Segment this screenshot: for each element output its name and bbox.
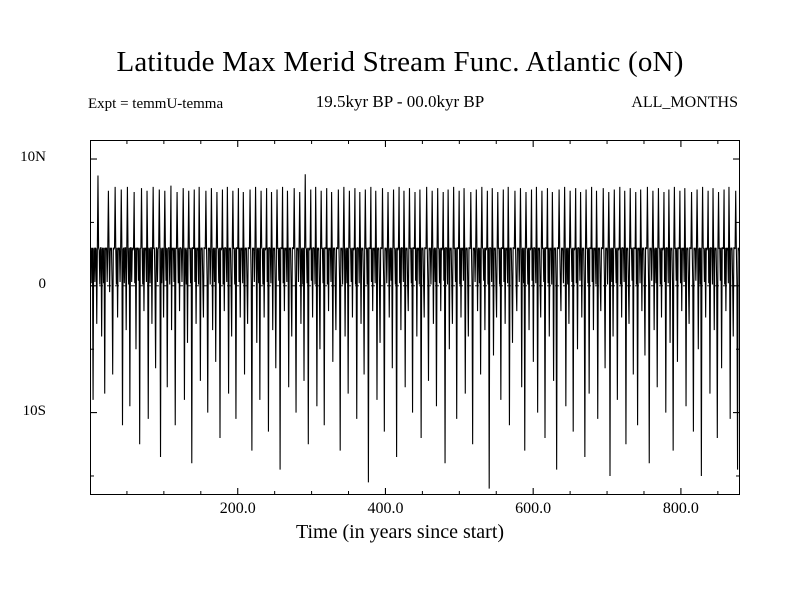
y-tick-label-10s: 10S	[22, 402, 46, 419]
x-axis-title: Time (in years since start)	[295, 521, 505, 543]
x-tick-label-800: 800.0	[662, 500, 699, 517]
series-line	[90, 174, 740, 488]
x-tick-label-400: 400.0	[367, 500, 404, 517]
x-tick-label-600: 600.0	[515, 500, 552, 517]
experiment-label: Expt = temmU-temma	[88, 96, 224, 112]
page-title: Latitude Max Merid Stream Func. Atlantic (oN)	[116, 46, 684, 78]
y-tick-label-10n: 10N	[20, 149, 46, 166]
months-label: ALL_MONTHS	[631, 94, 738, 111]
x-tick-label-200: 200.0	[219, 500, 256, 517]
plot-area	[90, 140, 740, 495]
y-tick-label-0: 0	[38, 275, 46, 292]
time-range-label: 19.5kyr BP - 00.0kyr BP	[315, 92, 485, 111]
timeseries-svg	[90, 140, 740, 495]
